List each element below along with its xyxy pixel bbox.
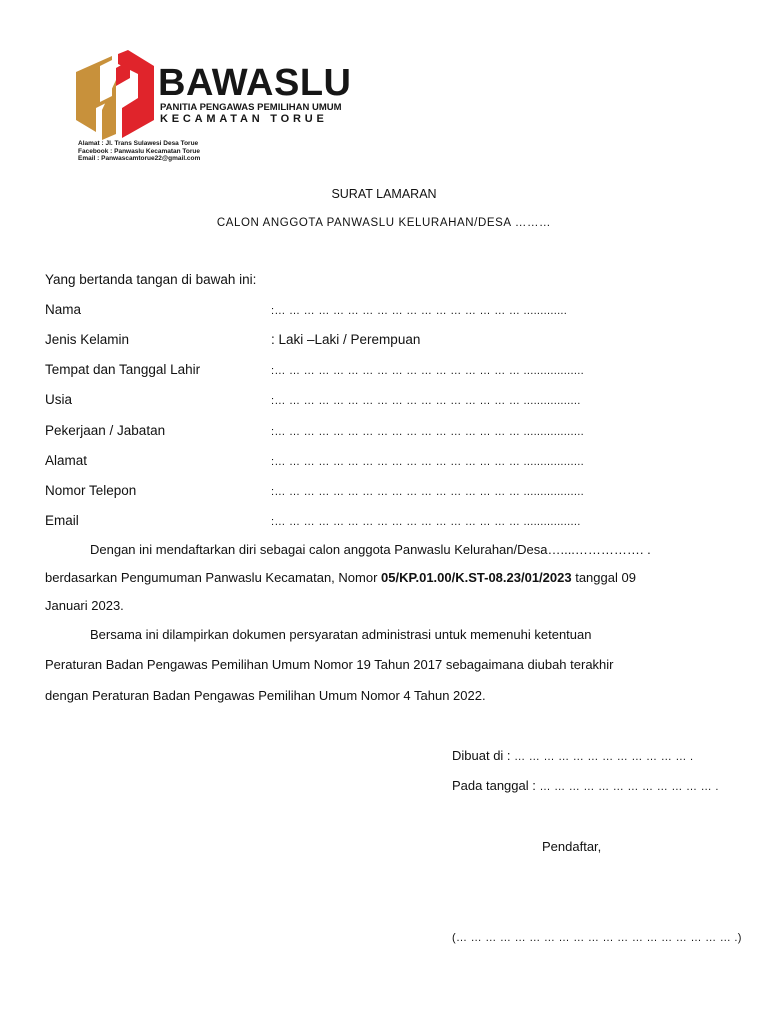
document-title: SURAT LAMARAN — [331, 187, 437, 201]
intro-text: Yang bertanda tangan di bawah ini: — [45, 272, 257, 287]
place-line — [452, 748, 693, 763]
contact-address: Alamat : Jl. Trans Sulawesi Desa Torue — [78, 140, 199, 147]
contact-facebook: Facebook : Panwaslu Kecamatan Torue — [78, 147, 200, 155]
field-label: Usia — [45, 392, 73, 407]
bawaslu-logo-icon — [72, 50, 158, 140]
paragraph-2-line-2: Peraturan Badan Pengawas Pemilihan Umum Nomor 19 Tahun 2017 sebagaimana diubah terakhir — [45, 657, 614, 672]
field-value: :… … … … … … … … … … … … … … … … … .................. — [271, 365, 584, 377]
paragraph-1-line-2 — [45, 570, 636, 585]
field-label: Nama — [45, 302, 82, 317]
paragraph-2-line-1: Bersama ini dilampirkan dokumen persyaratan administrasi untuk memenuhi ketentuan — [90, 627, 592, 642]
field-value: :… … … … … … … … … … … … … … … … … ................. — [271, 395, 581, 407]
place-label: Dibuat di : — [452, 748, 515, 763]
field-row-nama — [45, 302, 605, 322]
letterhead — [72, 50, 372, 165]
field-value: :… … … … … … … … … … … … … … … … … .................. — [271, 486, 584, 498]
brand-subtitle-2: KECAMATAN TORUE — [160, 113, 328, 125]
paragraph-1-line-1: Dengan ini mendaftarkan diri sebagai calon anggota Panwaslu Kelurahan/Desa…....……………. . — [90, 542, 651, 557]
contact-email: Email : Panwascamtorue22@gmail.com — [78, 155, 201, 162]
brand-subtitle-1: PANITIA PENGAWAS PEMILIHAN UMUM — [160, 102, 342, 113]
field-row-alamat — [45, 453, 605, 473]
date-label: Pada tanggal : — [452, 778, 540, 793]
contact-block — [78, 140, 200, 163]
paragraph-1-text: berdasarkan Pengumuman Panwaslu Kecamatan, Nomor — [45, 570, 382, 585]
applicant-label: Pendaftar, — [542, 839, 602, 854]
announcement-number: 05/KP.01.00/K.ST-08.23/01/2023 — [381, 570, 572, 585]
paragraph-2-line-3: dengan Peraturan Badan Pengawas Pemilihan Umum Nomor 4 Tahun 2022. — [45, 688, 486, 703]
field-value: :… … … … … … … … … … … … … … … … … ................. — [271, 516, 581, 528]
field-value: : Laki –Laki / Perempuan — [271, 332, 421, 347]
paragraph-1-line-3: Januari 2023. — [45, 598, 124, 613]
field-row-usia — [45, 392, 605, 412]
field-label: Alamat — [45, 453, 88, 468]
document-subtitle: CALON ANGGOTA PANWASLU KELURAHAN/DESA ……… — [216, 217, 552, 229]
field-row-email — [45, 513, 605, 533]
place-dots: … … … … … … … … … … … … . — [514, 751, 694, 763]
field-row-ttl — [45, 362, 605, 382]
field-value: :… … … … … … … … … … … … … … … … … .................. — [271, 426, 584, 438]
field-value: :… … … … … … … … … … … … … … … … … .................. — [271, 456, 584, 468]
signature-name-line: (… … … … … … … … … … … … … … … … … … … .) — [452, 932, 742, 944]
paragraph-1-date-text: tanggal 09 — [571, 570, 636, 585]
field-label: Email — [45, 513, 79, 528]
field-label: Tempat dan Tanggal Lahir — [45, 362, 201, 377]
field-label: Jenis Kelamin — [45, 332, 130, 347]
field-value: :… … … … … … … … … … … … … … … … … ............. — [271, 305, 568, 317]
date-dots: … … … … … … … … … … … … . — [539, 781, 719, 793]
field-row-telepon — [45, 483, 605, 503]
date-line — [452, 778, 719, 793]
field-row-pekerjaan — [45, 423, 605, 443]
field-label: Pekerjaan / Jabatan — [45, 423, 166, 438]
field-row-jenis-kelamin — [45, 332, 605, 352]
brand-name: BAWASLU — [158, 62, 352, 104]
field-label: Nomor Telepon — [45, 483, 137, 498]
